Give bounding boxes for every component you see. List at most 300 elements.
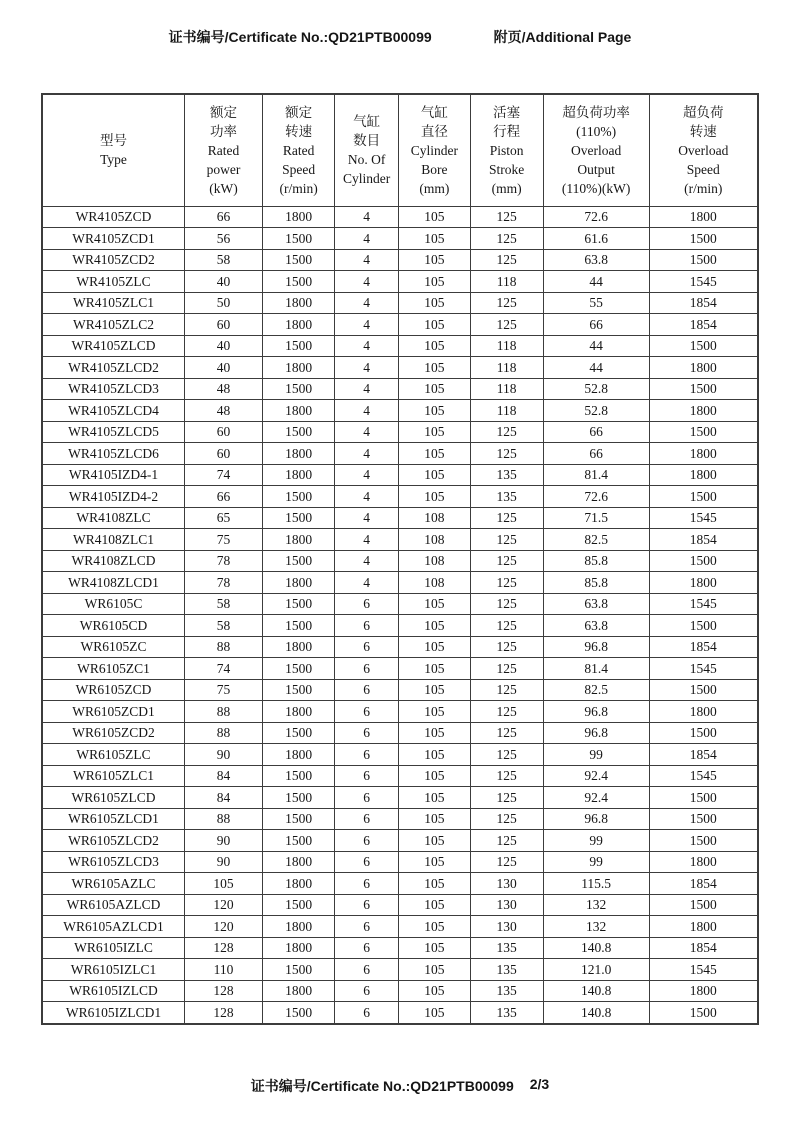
table-cell-cylinder-bore: 105 <box>399 486 471 508</box>
table-cell-rated-power: 88 <box>184 636 262 658</box>
table-cell-rated-power: 78 <box>184 572 262 594</box>
table-cell-piston-stroke: 135 <box>470 486 543 508</box>
table-cell-rated-speed: 1800 <box>263 851 335 873</box>
column-header-line: Cylinder <box>410 142 458 158</box>
table-cell-rated-power: 40 <box>184 271 262 293</box>
column-header-line: 气缸 <box>353 114 381 130</box>
table-cell-cylinder-count: 6 <box>335 744 399 766</box>
table-cell-type: WR4108ZLCD <box>42 550 184 572</box>
table-row <box>42 808 758 830</box>
table-cell-overload-output: 82.5 <box>543 529 649 551</box>
table-cell-overload-output: 72.6 <box>543 486 649 508</box>
table-cell-rated-power: 128 <box>184 1002 262 1025</box>
table-cell-overload-output: 85.8 <box>543 572 649 594</box>
table-cell-cylinder-count: 4 <box>335 400 399 422</box>
table-cell-overload-speed: 1800 <box>649 400 758 422</box>
table-cell-overload-speed: 1500 <box>649 378 758 400</box>
table-cell-overload-speed: 1500 <box>649 830 758 852</box>
table-cell-overload-speed: 1800 <box>649 572 758 594</box>
table-cell-rated-power: 88 <box>184 808 262 830</box>
table-cell-cylinder-count: 6 <box>335 937 399 959</box>
table-cell-rated-speed: 1800 <box>263 357 335 379</box>
column-header-line: 转速 <box>285 123 313 139</box>
table-cell-piston-stroke: 125 <box>470 421 543 443</box>
table-cell-cylinder-bore: 105 <box>399 636 471 658</box>
table-cell-type: WR6105AZLC <box>42 873 184 895</box>
column-header-line: (r/min) <box>684 180 723 196</box>
table-row <box>42 615 758 637</box>
table-cell-type: WR4108ZLC1 <box>42 529 184 551</box>
table-row <box>42 787 758 809</box>
table-row <box>42 400 758 422</box>
table-cell-cylinder-bore: 105 <box>399 959 471 981</box>
column-header-cylinder-count <box>335 94 399 206</box>
table-cell-rated-power: 60 <box>184 443 262 465</box>
column-header-overload-speed <box>649 94 758 206</box>
table-cell-rated-speed: 1800 <box>263 980 335 1002</box>
column-header-line: 活塞 <box>493 104 521 120</box>
table-cell-piston-stroke: 125 <box>470 206 543 228</box>
table-cell-piston-stroke: 125 <box>470 550 543 572</box>
table-cell-type: WR6105ZCD1 <box>42 701 184 723</box>
table-row <box>42 937 758 959</box>
column-header-line: (kW) <box>209 180 238 196</box>
table-cell-cylinder-count: 6 <box>335 959 399 981</box>
table-cell-rated-speed: 1500 <box>263 615 335 637</box>
table-cell-rated-speed: 1500 <box>263 808 335 830</box>
table-cell-cylinder-bore: 105 <box>399 357 471 379</box>
column-header-line: Overload <box>678 142 729 158</box>
table-cell-overload-speed: 1854 <box>649 937 758 959</box>
table-cell-rated-power: 40 <box>184 357 262 379</box>
table-cell-overload-speed: 1500 <box>649 228 758 250</box>
table-cell-cylinder-bore: 105 <box>399 464 471 486</box>
table-cell-rated-speed: 1800 <box>263 572 335 594</box>
table-cell-rated-speed: 1800 <box>263 292 335 314</box>
table-cell-overload-speed: 1545 <box>649 593 758 615</box>
column-header-line: Speed <box>282 161 316 177</box>
table-cell-cylinder-count: 6 <box>335 765 399 787</box>
table-cell-piston-stroke: 118 <box>470 378 543 400</box>
table-cell-overload-output: 81.4 <box>543 464 649 486</box>
table-cell-cylinder-bore: 105 <box>399 314 471 336</box>
table-cell-cylinder-bore: 105 <box>399 808 471 830</box>
table-cell-piston-stroke: 125 <box>470 679 543 701</box>
table-cell-piston-stroke: 125 <box>470 443 543 465</box>
table-cell-overload-output: 99 <box>543 744 649 766</box>
table-row <box>42 443 758 465</box>
table-cell-type: WR6105ZC1 <box>42 658 184 680</box>
column-header-line: Type <box>100 152 127 168</box>
table-body <box>42 206 758 1024</box>
table-cell-overload-speed: 1854 <box>649 636 758 658</box>
table-row <box>42 636 758 658</box>
column-header-line: power <box>206 161 241 177</box>
table-cell-piston-stroke: 125 <box>470 787 543 809</box>
table-cell-type: WR6105C <box>42 593 184 615</box>
table-cell-cylinder-count: 4 <box>335 206 399 228</box>
table-cell-cylinder-bore: 105 <box>399 916 471 938</box>
table-cell-cylinder-count: 6 <box>335 980 399 1002</box>
table-cell-overload-output: 96.8 <box>543 636 649 658</box>
table-cell-piston-stroke: 125 <box>470 851 543 873</box>
table-cell-overload-output: 52.8 <box>543 378 649 400</box>
table-row <box>42 378 758 400</box>
table-cell-overload-output: 140.8 <box>543 937 649 959</box>
table-cell-type: WR4105ZCD1 <box>42 228 184 250</box>
table-cell-rated-power: 105 <box>184 873 262 895</box>
table-cell-piston-stroke: 125 <box>470 249 543 271</box>
table-row <box>42 701 758 723</box>
table-cell-type: WR4108ZLC <box>42 507 184 529</box>
table-cell-rated-speed: 1800 <box>263 873 335 895</box>
table-cell-type: WR6105ZLCD1 <box>42 808 184 830</box>
table-head <box>42 94 758 206</box>
table-cell-overload-speed: 1854 <box>649 292 758 314</box>
table-cell-cylinder-count: 6 <box>335 851 399 873</box>
table-cell-rated-speed: 1800 <box>263 701 335 723</box>
table-cell-overload-speed: 1500 <box>649 335 758 357</box>
table-cell-cylinder-bore: 105 <box>399 980 471 1002</box>
table-row <box>42 1002 758 1025</box>
table-cell-cylinder-bore: 105 <box>399 228 471 250</box>
table-cell-type: WR6105ZLCD <box>42 787 184 809</box>
table-cell-overload-output: 140.8 <box>543 1002 649 1025</box>
table-cell-overload-speed: 1500 <box>649 486 758 508</box>
table-row <box>42 765 758 787</box>
table-row <box>42 894 758 916</box>
table-cell-type: WR4105ZLC1 <box>42 292 184 314</box>
table-cell-type: WR4105ZCD <box>42 206 184 228</box>
table-cell-cylinder-count: 4 <box>335 550 399 572</box>
column-header-piston-stroke <box>470 94 543 206</box>
table-cell-rated-speed: 1500 <box>263 765 335 787</box>
table-cell-overload-output: 132 <box>543 894 649 916</box>
table-cell-cylinder-count: 4 <box>335 421 399 443</box>
table-cell-piston-stroke: 125 <box>470 228 543 250</box>
table-cell-overload-speed: 1800 <box>649 206 758 228</box>
table-cell-rated-power: 58 <box>184 615 262 637</box>
table-cell-rated-power: 120 <box>184 916 262 938</box>
table-cell-rated-speed: 1800 <box>263 916 335 938</box>
table-cell-cylinder-count: 4 <box>335 443 399 465</box>
table-cell-cylinder-count: 4 <box>335 572 399 594</box>
table-cell-rated-speed: 1800 <box>263 464 335 486</box>
table-cell-overload-speed: 1800 <box>649 443 758 465</box>
table-row <box>42 357 758 379</box>
table-row <box>42 851 758 873</box>
table-cell-cylinder-count: 6 <box>335 593 399 615</box>
column-header-line: 额定 <box>285 104 313 120</box>
table-row <box>42 959 758 981</box>
table-cell-cylinder-count: 4 <box>335 314 399 336</box>
table-cell-overload-speed: 1545 <box>649 271 758 293</box>
table-cell-type: WR6105AZLCD1 <box>42 916 184 938</box>
table-row <box>42 679 758 701</box>
table-cell-piston-stroke: 125 <box>470 314 543 336</box>
table-header-row <box>42 94 758 206</box>
table-cell-cylinder-bore: 105 <box>399 1002 471 1025</box>
table-cell-cylinder-count: 6 <box>335 1002 399 1025</box>
table-cell-cylinder-bore: 105 <box>399 593 471 615</box>
table-cell-type: WR6105IZLCD <box>42 980 184 1002</box>
footer-page-indicator: 2/3 <box>529 1076 550 1092</box>
table-row <box>42 271 758 293</box>
table-cell-rated-power: 74 <box>184 658 262 680</box>
column-header-line: Output <box>577 161 615 177</box>
table-cell-rated-power: 58 <box>184 593 262 615</box>
table-cell-cylinder-bore: 105 <box>399 292 471 314</box>
column-header-line: 型号 <box>99 133 127 149</box>
table-cell-rated-speed: 1500 <box>263 507 335 529</box>
table-cell-overload-output: 66 <box>543 443 649 465</box>
column-header-line: 气缸 <box>420 104 448 120</box>
table-cell-cylinder-bore: 105 <box>399 830 471 852</box>
table-cell-rated-speed: 1800 <box>263 206 335 228</box>
table-cell-overload-speed: 1500 <box>649 550 758 572</box>
table-cell-overload-speed: 1854 <box>649 873 758 895</box>
column-header-line: 数目 <box>353 133 381 149</box>
table-cell-cylinder-bore: 108 <box>399 572 471 594</box>
table-row <box>42 658 758 680</box>
table-cell-type: WR6105IZLC <box>42 937 184 959</box>
table-row <box>42 421 758 443</box>
table-cell-piston-stroke: 125 <box>470 765 543 787</box>
table-cell-rated-power: 48 <box>184 378 262 400</box>
column-header-line: (r/min) <box>279 180 318 196</box>
table-cell-cylinder-count: 4 <box>335 507 399 529</box>
table-cell-cylinder-count: 4 <box>335 486 399 508</box>
table-cell-overload-output: 44 <box>543 357 649 379</box>
table-row <box>42 464 758 486</box>
column-header-line: Rated <box>207 142 240 158</box>
table-cell-piston-stroke: 125 <box>470 529 543 551</box>
table-cell-rated-power: 65 <box>184 507 262 529</box>
table-cell-overload-output: 92.4 <box>543 765 649 787</box>
table-cell-cylinder-count: 6 <box>335 787 399 809</box>
table-cell-cylinder-count: 6 <box>335 916 399 938</box>
column-header-line: 超负荷 <box>683 104 724 120</box>
table-cell-piston-stroke: 135 <box>470 464 543 486</box>
table-cell-piston-stroke: 130 <box>470 873 543 895</box>
table-cell-overload-output: 121.0 <box>543 959 649 981</box>
table-cell-type: WR4105ZLCD3 <box>42 378 184 400</box>
table-cell-type: WR4105ZCD2 <box>42 249 184 271</box>
page-header <box>0 27 800 47</box>
column-header-line: 直径 <box>420 123 448 139</box>
table-cell-rated-power: 66 <box>184 486 262 508</box>
column-header-line: (110%) <box>576 123 617 139</box>
table-cell-overload-speed: 1500 <box>649 679 758 701</box>
table-cell-type: WR4105ZLCD <box>42 335 184 357</box>
table-cell-piston-stroke: 125 <box>470 658 543 680</box>
table-cell-cylinder-bore: 105 <box>399 658 471 680</box>
table-cell-type: WR6105ZCD2 <box>42 722 184 744</box>
table-cell-type: WR4105ZLCD5 <box>42 421 184 443</box>
table-cell-cylinder-bore: 105 <box>399 400 471 422</box>
table-cell-cylinder-bore: 105 <box>399 249 471 271</box>
engine-spec-table <box>41 93 759 1025</box>
table-cell-overload-output: 140.8 <box>543 980 649 1002</box>
table-cell-rated-power: 128 <box>184 980 262 1002</box>
table-cell-cylinder-count: 6 <box>335 701 399 723</box>
table-cell-rated-power: 84 <box>184 787 262 809</box>
table-cell-rated-speed: 1800 <box>263 400 335 422</box>
table-cell-rated-speed: 1500 <box>263 228 335 250</box>
table-cell-cylinder-count: 6 <box>335 636 399 658</box>
table-cell-rated-power: 90 <box>184 851 262 873</box>
table-cell-overload-speed: 1500 <box>649 421 758 443</box>
table-cell-rated-speed: 1800 <box>263 529 335 551</box>
column-header-line: 额定 <box>209 104 237 120</box>
table-cell-rated-speed: 1500 <box>263 894 335 916</box>
table-row <box>42 335 758 357</box>
table-cell-rated-power: 50 <box>184 292 262 314</box>
column-header-line: Overload <box>571 142 622 158</box>
table-cell-overload-output: 82.5 <box>543 679 649 701</box>
table-row <box>42 507 758 529</box>
table-cell-piston-stroke: 125 <box>470 808 543 830</box>
table-row <box>42 744 758 766</box>
column-header-line: (mm) <box>419 180 450 196</box>
table-cell-cylinder-bore: 105 <box>399 679 471 701</box>
table-cell-cylinder-count: 6 <box>335 894 399 916</box>
table-cell-piston-stroke: 135 <box>470 1002 543 1025</box>
table-cell-rated-power: 90 <box>184 830 262 852</box>
table-cell-overload-speed: 1500 <box>649 722 758 744</box>
table-cell-overload-output: 66 <box>543 314 649 336</box>
footer-certificate-no: 证书编号/Certificate No.:QD21PTB00099 <box>250 1078 514 1094</box>
table-cell-piston-stroke: 135 <box>470 980 543 1002</box>
table-cell-cylinder-bore: 105 <box>399 421 471 443</box>
table-cell-piston-stroke: 130 <box>470 916 543 938</box>
table-cell-piston-stroke: 118 <box>470 400 543 422</box>
column-header-line: 转速 <box>689 123 717 139</box>
table-cell-rated-speed: 1500 <box>263 1002 335 1025</box>
table-cell-overload-speed: 1500 <box>649 615 758 637</box>
column-header-line: Piston <box>489 142 524 158</box>
table-cell-rated-power: 128 <box>184 937 262 959</box>
table-cell-cylinder-count: 6 <box>335 873 399 895</box>
table-cell-rated-speed: 1800 <box>263 443 335 465</box>
table-cell-rated-speed: 1500 <box>263 249 335 271</box>
header-certificate-no: 证书编号/Certificate No.:QD21PTB00099 <box>168 29 432 45</box>
table-row <box>42 314 758 336</box>
table-cell-overload-speed: 1500 <box>649 1002 758 1025</box>
table-cell-piston-stroke: 125 <box>470 744 543 766</box>
table-cell-type: WR4105ZLCD2 <box>42 357 184 379</box>
table-cell-rated-power: 58 <box>184 249 262 271</box>
table-cell-rated-power: 110 <box>184 959 262 981</box>
table-cell-rated-speed: 1500 <box>263 271 335 293</box>
table-cell-cylinder-bore: 105 <box>399 851 471 873</box>
table-cell-rated-speed: 1500 <box>263 335 335 357</box>
table-cell-rated-power: 40 <box>184 335 262 357</box>
table-cell-cylinder-count: 6 <box>335 808 399 830</box>
table-cell-overload-output: 96.8 <box>543 701 649 723</box>
table-cell-type: WR6105ZC <box>42 636 184 658</box>
table-cell-overload-output: 63.8 <box>543 249 649 271</box>
table-cell-cylinder-bore: 105 <box>399 206 471 228</box>
column-header-line: Bore <box>421 161 448 177</box>
table-cell-cylinder-bore: 108 <box>399 550 471 572</box>
column-header-line: Stroke <box>489 161 525 177</box>
table-cell-overload-speed: 1800 <box>649 980 758 1002</box>
table-cell-rated-speed: 1800 <box>263 314 335 336</box>
table-cell-type: WR4108ZLCD1 <box>42 572 184 594</box>
table-cell-overload-speed: 1854 <box>649 314 758 336</box>
table-cell-overload-output: 52.8 <box>543 400 649 422</box>
table-cell-overload-speed: 1545 <box>649 507 758 529</box>
table-cell-overload-speed: 1500 <box>649 249 758 271</box>
table-cell-overload-output: 85.8 <box>543 550 649 572</box>
table-row <box>42 486 758 508</box>
column-header-cylinder-bore <box>399 94 471 206</box>
table-row <box>42 228 758 250</box>
table-cell-overload-speed: 1800 <box>649 357 758 379</box>
table-cell-cylinder-count: 4 <box>335 529 399 551</box>
table-cell-cylinder-bore: 105 <box>399 873 471 895</box>
column-header-line: Rated <box>282 142 315 158</box>
table-cell-cylinder-count: 4 <box>335 228 399 250</box>
table-cell-overload-speed: 1800 <box>649 464 758 486</box>
table-cell-cylinder-bore: 105 <box>399 744 471 766</box>
table-cell-piston-stroke: 118 <box>470 271 543 293</box>
table-cell-piston-stroke: 125 <box>470 615 543 637</box>
table-cell-piston-stroke: 130 <box>470 894 543 916</box>
table-cell-rated-speed: 1500 <box>263 593 335 615</box>
table-row <box>42 722 758 744</box>
table-cell-rated-speed: 1800 <box>263 744 335 766</box>
table-cell-rated-speed: 1500 <box>263 421 335 443</box>
table-cell-piston-stroke: 125 <box>470 701 543 723</box>
table-cell-rated-speed: 1500 <box>263 550 335 572</box>
table-cell-type: WR6105ZLCD3 <box>42 851 184 873</box>
table-cell-overload-output: 96.8 <box>543 808 649 830</box>
table-cell-overload-speed: 1800 <box>649 916 758 938</box>
table-cell-overload-output: 71.5 <box>543 507 649 529</box>
table-row <box>42 550 758 572</box>
table-cell-overload-speed: 1500 <box>649 787 758 809</box>
table-cell-rated-speed: 1500 <box>263 830 335 852</box>
table-cell-cylinder-count: 6 <box>335 658 399 680</box>
table-cell-type: WR6105AZLCD <box>42 894 184 916</box>
table-cell-rated-power: 120 <box>184 894 262 916</box>
table-cell-overload-speed: 1854 <box>649 529 758 551</box>
table-cell-rated-power: 56 <box>184 228 262 250</box>
table-cell-overload-speed: 1800 <box>649 851 758 873</box>
column-header-overload-output <box>543 94 649 206</box>
table-cell-overload-output: 115.5 <box>543 873 649 895</box>
table-cell-type: WR4105ZLC2 <box>42 314 184 336</box>
table-cell-piston-stroke: 118 <box>470 357 543 379</box>
table-cell-rated-speed: 1500 <box>263 378 335 400</box>
header-additional-page-label: 附页/Additional Page <box>493 29 632 45</box>
table-cell-type: WR4105ZLC <box>42 271 184 293</box>
table-cell-piston-stroke: 125 <box>470 507 543 529</box>
table-cell-type: WR4105ZLCD6 <box>42 443 184 465</box>
table-cell-overload-output: 66 <box>543 421 649 443</box>
table-cell-type: WR6105ZLC1 <box>42 765 184 787</box>
table-cell-cylinder-bore: 105 <box>399 701 471 723</box>
table-cell-cylinder-bore: 105 <box>399 335 471 357</box>
table-cell-type: WR6105IZLC1 <box>42 959 184 981</box>
table-cell-cylinder-bore: 105 <box>399 787 471 809</box>
table-cell-rated-speed: 1500 <box>263 658 335 680</box>
table-cell-overload-speed: 1500 <box>649 894 758 916</box>
table-cell-overload-output: 132 <box>543 916 649 938</box>
table-row <box>42 206 758 228</box>
